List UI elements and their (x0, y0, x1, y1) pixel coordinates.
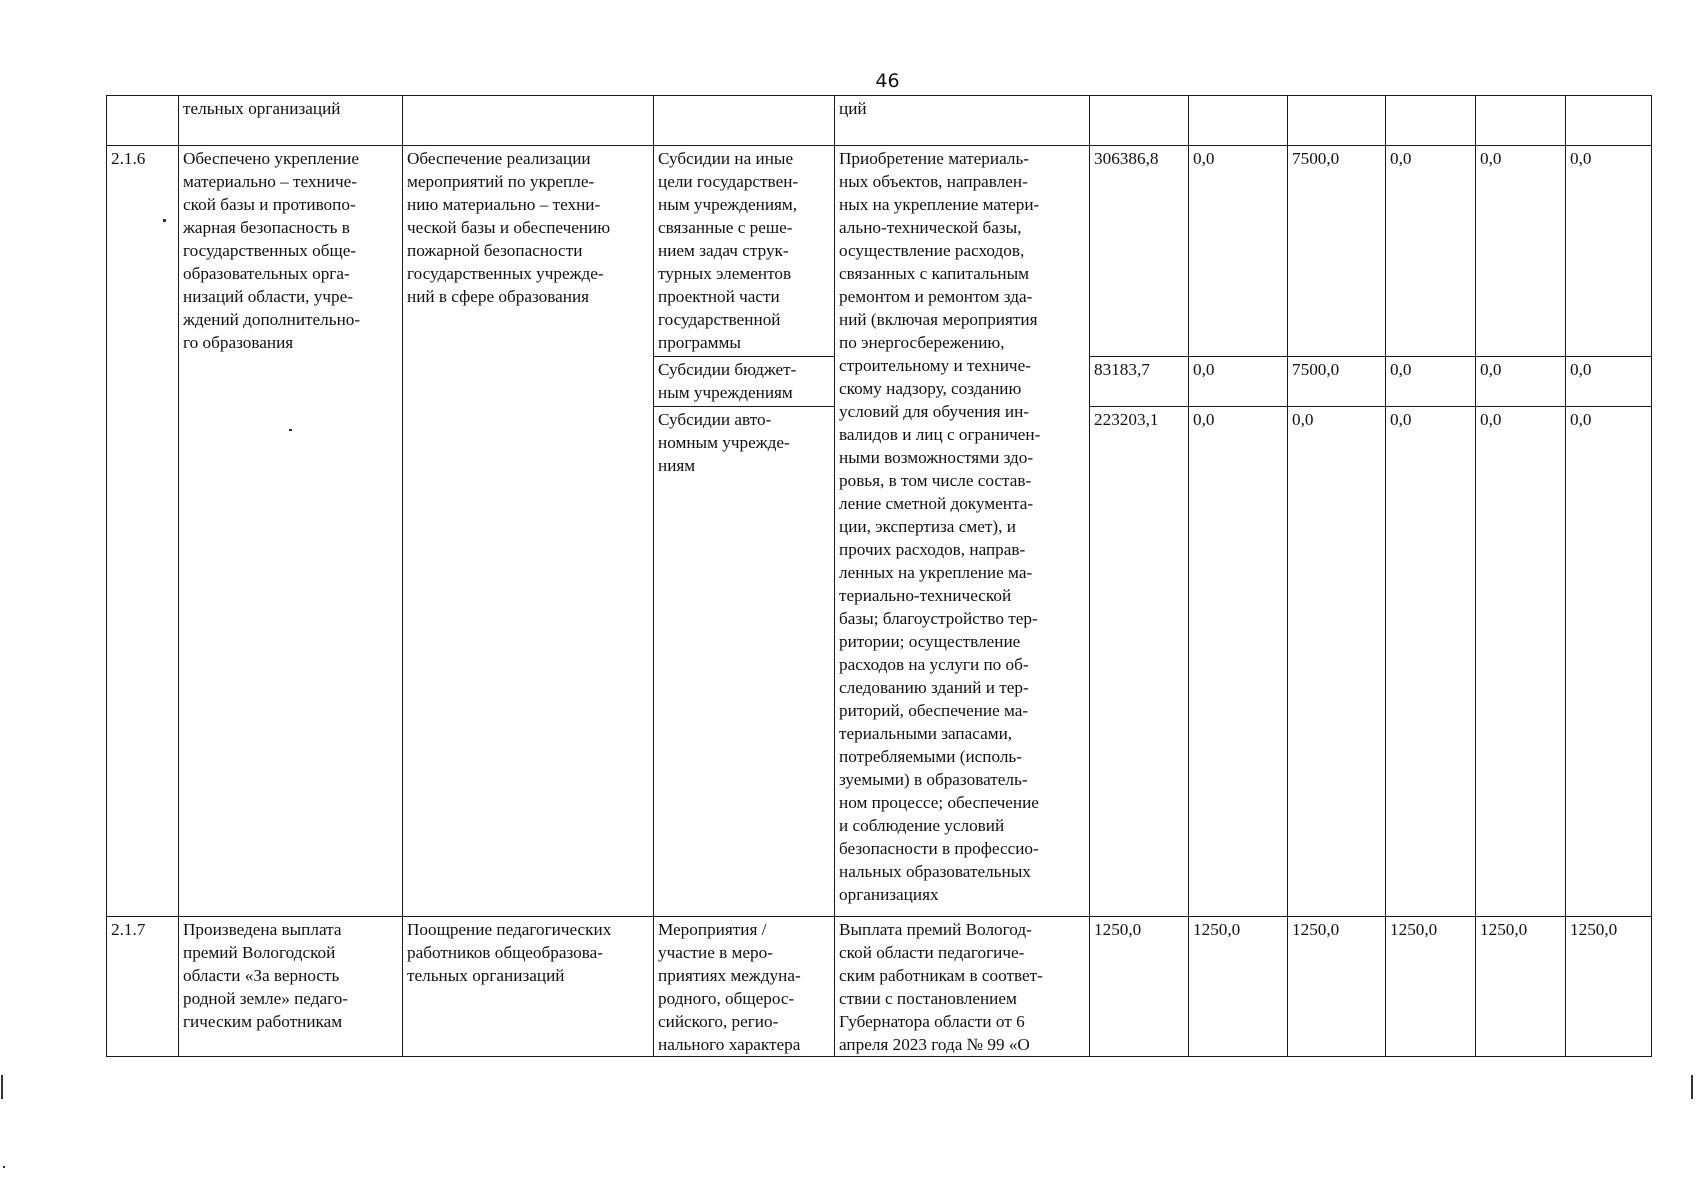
table-cell (1090, 96, 1189, 146)
value-cell: 0,0 (1566, 146, 1652, 357)
value-cell: 306386,8 (1090, 146, 1189, 357)
row-number: 2.1.7 (107, 917, 179, 1057)
value-cell: 0,0 (1189, 146, 1288, 357)
table-cell: ций (835, 96, 1090, 146)
value-cell: 0,0 (1566, 357, 1652, 407)
table-cell (107, 96, 179, 146)
direction-cell: Выплата премий Вологод- ской области педагогиче- ским работникам в соответ- ствии с постановлением Губернатора области от 6 апреля 2023 года № 99 «О (835, 917, 1090, 1057)
table-cell (1189, 96, 1288, 146)
value-cell: 0,0 (1476, 407, 1566, 917)
value-cell: 7500,0 (1288, 146, 1386, 357)
scan-speck (1, 1075, 3, 1099)
table-cell (1566, 96, 1652, 146)
measure-cell: Поощрение педагогических работников общеобразова- тельных организаций (403, 917, 654, 1057)
result-cell: Произведена выплата премий Вологодской области «За верность родной земле» педаго- гическим работникам (179, 917, 403, 1057)
value-cell: 1250,0 (1090, 917, 1189, 1057)
value-cell: 7500,0 (1288, 357, 1386, 407)
scan-speck (3, 1166, 5, 1168)
funding-type-cell: Мероприятия / участие в меро- приятиях междуна- родного, общерос- сийского, регио- нального характера (654, 917, 835, 1057)
table-cell (654, 96, 835, 146)
table-row (107, 917, 1652, 1057)
row-number: 2.1.6 (107, 146, 179, 917)
table-cell (403, 96, 654, 146)
value-cell: 223203,1 (1090, 407, 1189, 917)
table-row (107, 146, 1652, 357)
measure-cell: Обеспечение реализации мероприятий по укрепле- нию материально – техни- ческой базы и обеспечению пожарной безопасности государственных учрежде- ний в сфере образования (403, 146, 654, 917)
value-cell: 1250,0 (1476, 917, 1566, 1057)
scan-speck (289, 429, 292, 431)
value-cell: 0,0 (1386, 146, 1476, 357)
value-cell: 0,0 (1288, 407, 1386, 917)
value-cell: 83183,7 (1090, 357, 1189, 407)
table-cell (1288, 96, 1386, 146)
value-cell: 0,0 (1386, 407, 1476, 917)
value-cell: 1250,0 (1566, 917, 1652, 1057)
continuation-row (107, 96, 1652, 146)
value-cell: 0,0 (1189, 357, 1288, 407)
table-cell (1476, 96, 1566, 146)
scan-speck (1691, 1075, 1693, 1099)
table-cell: тельных организаций (179, 96, 403, 146)
program-table (106, 95, 1652, 1057)
value-cell: 1250,0 (1189, 917, 1288, 1057)
value-cell: 0,0 (1386, 357, 1476, 407)
funding-type-cell: Субсидии на иные цели государствен- ным учреждениям, связанные с реше- нием задач струк- турных элементов проектной части государственной программы (654, 146, 835, 357)
value-cell: 0,0 (1476, 146, 1566, 357)
value-cell: 0,0 (1189, 407, 1288, 917)
table-cell (1386, 96, 1476, 146)
value-cell: 0,0 (1566, 407, 1652, 917)
direction-cell: Приобретение материаль- ных объектов, направлен- ных на укрепление матери- ально-технической базы, осуществление расходов, связанных с капитальным ремонтом и ремонтом зда- ний (включая мероприятия по энергосбережению, строительному и техниче- скому надзору, созданию условий для обучения ин- валидов и лиц с ограничен- ными возможностями здо- ровья, в том числе состав- ление сметной документа- ции, экспертиза смет), и прочих расходов, направ- ленных на укрепление ма- териально-технической базы; благоустройство тер- ритории; осуществление расходов на услуги по об- следованию зданий и тер- риторий, обеспечение ма- териальными запасами, потребляемыми (исполь- зуемыми) в образователь- ном процессе; обеспечение и соблюдение условий безопасности в профессио- нальных образовательных организациях (835, 146, 1090, 917)
scan-speck (163, 219, 166, 222)
value-cell: 0,0 (1476, 357, 1566, 407)
value-cell: 1250,0 (1386, 917, 1476, 1057)
funding-type-cell: Субсидии бюджет- ным учреждениям (654, 357, 835, 407)
value-cell: 1250,0 (1288, 917, 1386, 1057)
funding-type-cell: Субсидии авто- номным учрежде- ниям (654, 407, 835, 917)
result-cell: Обеспечено укрепление материально – техниче- ской базы и противопо- жарная безопасность в государственных обще- образовательных орга- низаций области, учре- ждений дополнительно- го образования (179, 146, 403, 917)
page-number: 46 (875, 70, 900, 92)
